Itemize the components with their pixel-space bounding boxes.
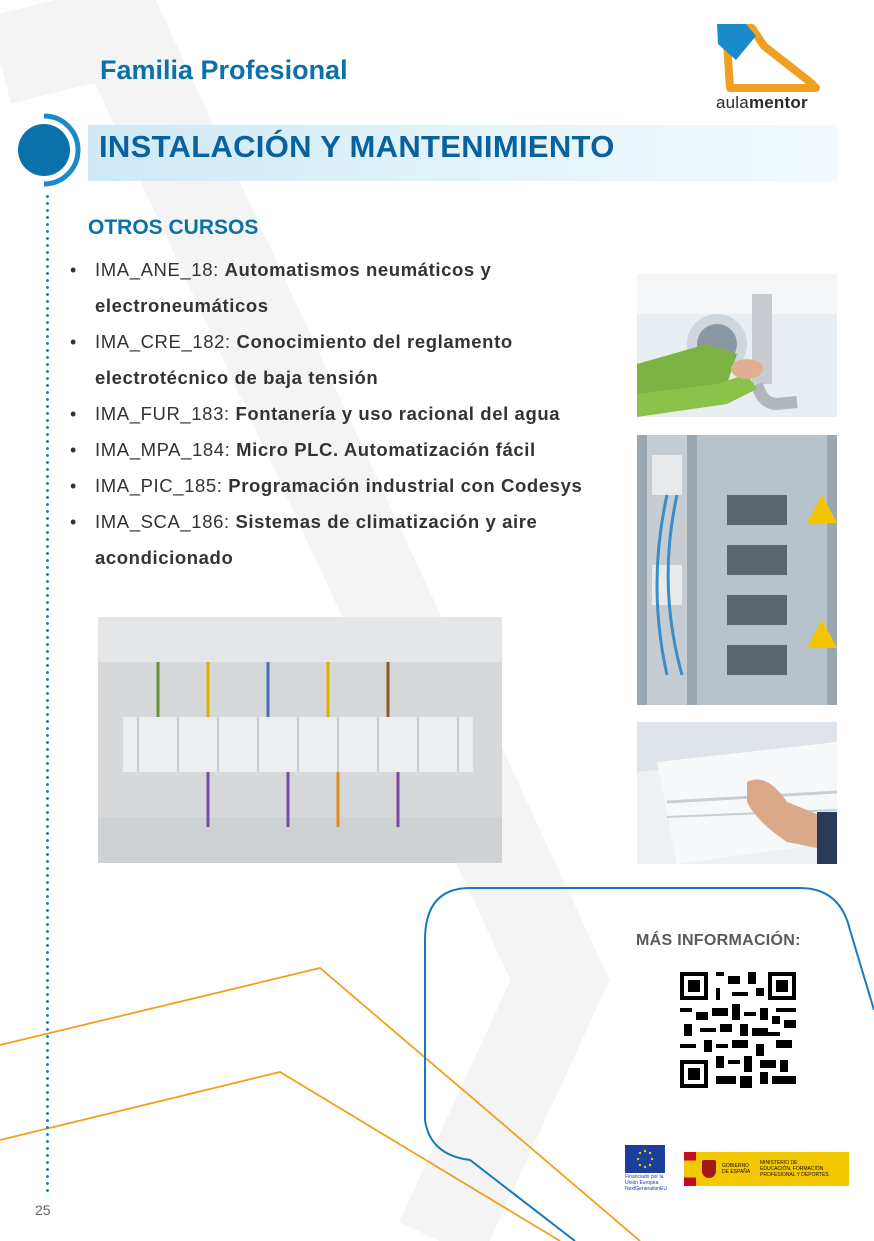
- terminal-block-photo: [98, 617, 502, 863]
- eu-flag-icon: [625, 1145, 665, 1173]
- dotted-line: [46, 193, 49, 1193]
- course-item: • IMA_PIC_185: Programación industrial con Codesys: [70, 468, 620, 504]
- bullet-icon: •: [70, 476, 77, 496]
- eu-logo: [625, 1145, 667, 1192]
- air-conditioner-photo: [637, 722, 837, 864]
- coat-of-arms-icon: [702, 1160, 716, 1178]
- qr-code[interactable]: [680, 972, 796, 1088]
- eu-text: Financiado por la Unión Europea NextGenerationEU: [625, 1174, 667, 1192]
- course-item: • IMA_ANE_18: Automatismos neumáticos y electroneumáticos: [70, 252, 620, 324]
- bullet-icon: •: [70, 332, 77, 352]
- bullet-icon: •: [70, 260, 77, 280]
- page-title: INSTALACIÓN Y MANTENIMIENTO: [99, 129, 615, 164]
- plumbing-photo: [637, 274, 837, 417]
- course-item: • IMA_SCA_186: Sistemas de climatización y aire acondicionado: [70, 504, 620, 576]
- section-title: OTROS CURSOS: [88, 216, 259, 239]
- family-title: Familia Profesional: [100, 55, 348, 85]
- government-logo: [684, 1152, 849, 1186]
- spain-flag-icon: [684, 1152, 696, 1186]
- bullet-icon: •: [70, 440, 77, 460]
- ministry-text: MINISTERIO DE EDUCACIÓN, FORMACIÓN PROFESIONAL Y DEPORTES: [760, 1160, 829, 1178]
- logo-text: aulamentor: [716, 93, 808, 112]
- more-info-label: MÁS INFORMACIÓN:: [636, 932, 801, 949]
- page-number: 25: [35, 1202, 51, 1218]
- ring-icon: [18, 112, 82, 188]
- bullet-icon: •: [70, 404, 77, 424]
- electrical-panel-photo: [637, 435, 837, 705]
- course-item: • IMA_CRE_182: Conocimiento del reglamento electrotécnico de baja tensión: [70, 324, 620, 396]
- course-item: • IMA_FUR_183: Fontanería y uso racional del agua: [70, 396, 620, 432]
- bullet-icon: •: [70, 512, 77, 532]
- government-text: GOBIERNO DE ESPAÑA: [722, 1163, 751, 1175]
- course-list: [70, 252, 620, 576]
- course-item: • IMA_MPA_184: Micro PLC. Automatización fácil: [70, 432, 620, 468]
